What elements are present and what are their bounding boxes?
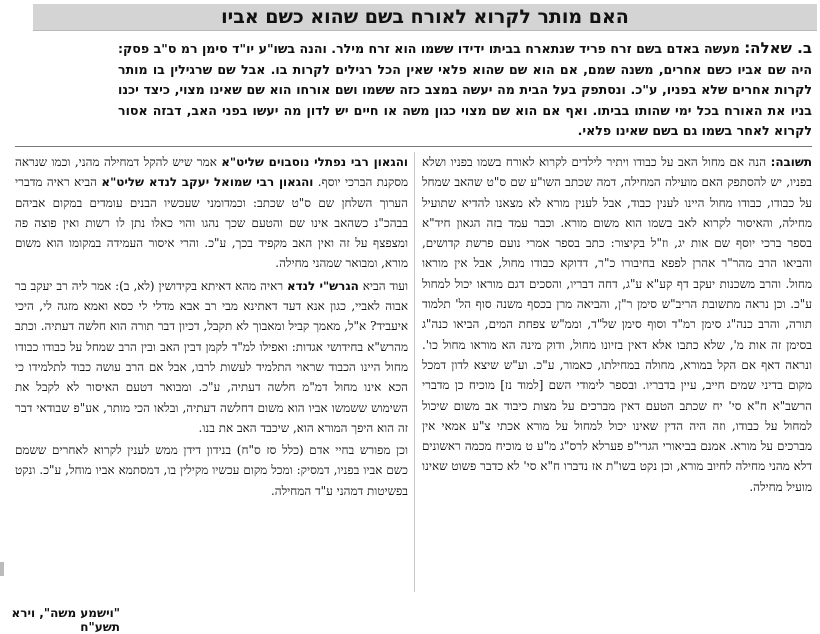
question-text: מעשה באדם בשם זרח פריד שנתארח בביתו ידידו ששמו הוא זרח מילר. והנה בשו"ע יו"ד סימן רמ ס"ב פסק: היה שם אביו כשם אחרים, משנה שמם, אם הוא שם שהוא פלאי שאין הכל רגילים לקרות בו. אבל שם שרגילין בו מותר לקרות אחרים שלא בפניו, ע"כ. ונסתפק בעל הבית מה יעשה במצב כזה ששמו ושם אורחו הוא שם שאינו מצוי, כיצד יכנו בניו את האורח בכל ימי שהותו בביתו. ואף אם הוא שם מצוי כגון משה או חיים יש לדון מה יעשו בפני האב, דבזה אסור לקרוא לאחר בשמו גם בשם שאינו פלאי. — [118, 41, 812, 139]
paragraph-1-text-a: אמר שיש להקל דמחילה מהני, וכמו שנראה מסקנת הברכי יוסף. — [15, 155, 408, 190]
answer-column-left — [15, 152, 408, 592]
margin-mark — [0, 562, 4, 576]
paragraph-3 — [15, 440, 408, 501]
rabbi-name-3: הגרש"י לנדא — [286, 278, 359, 293]
question-label: ב. שאלה: — [744, 39, 812, 57]
paragraph-2-text-a: ועוד הביא — [362, 278, 408, 293]
title-bar — [33, 4, 817, 31]
column-divider — [414, 152, 415, 592]
section-divider — [15, 146, 812, 147]
answer-column-right — [422, 152, 812, 592]
source-footer: "וישמע משה", וירא תשע"ח — [11, 606, 120, 634]
paragraph-2 — [15, 276, 408, 438]
paragraph-2-text-b: ראיה מהא דאיתא בקידושין (לא, ב): אמר ליה רב יעקב בר אבוה לאביי, כגון אנא דעד דאתינא מבי רב אבא מדלי לי כסא ואמא מזגה לי, היכי איעביד? א"ל, מאמך קביל ומאבוך לא תקבל, דכיון דבר תורה הוא חלשה דעתיה. וכתב מהרש"א בחידושי אגדות: ואפילו למ"ד לקמן דבין האב ובין הרב שמחל על כבודו כבודו מחול היינו הכבוד שראוי התלמיד לעשות לרבו, אבל אם הרב עושה כבוד לתלמידו כי הכא אינו מחול דמ"מ חלשה דעתיה, ע"כ. ומבואר דטעם האיסור לא לקבל את השימוש ששמשו אביו הוא משום דחלשה דעתיה, ובלאו הכי מותר, אע"פ שבודאי דבר זה הוא היפך המורא הוא, שיכבד האב את בנו. — [15, 278, 408, 435]
page-title: האם מותר לקרוא לאורח בשם שהוא כשם אביו — [221, 6, 629, 28]
answer-label: תשובה: — [770, 155, 812, 169]
rabbi-name-1: והגאון רבי נפתלי נוסבוים שליט"א — [221, 155, 408, 169]
rabbi-name-2: והגאון רבי שמואל יעקב לנדא שליט"א — [101, 175, 314, 190]
paragraph-3-text: וכן מפורש בחיי אדם (כלל סז ס"ח) בנידון דידן ממש לענין לקרוא לאחרים ששמם כשם אביו בפניו, דמסיק: ומכל מקום עכשיו מקילין בו, דמסתמא אביו מוחל, ע"כ. ונקט בפשיטות דמהני ע"ד המחילה. — [15, 443, 408, 498]
answer-right-text: הנה אם מחול האב על כבודו ויתיר לילדים לקרוא לאורח בשמו בפניו ושלא בפניו, יש להסתפק האם מועילה המחילה, דמה שכתב השו"ע שם ס"ט שהאב שמחל על כבודו, כבודו מחול היינו לענין כבוד, אבל לענין מורא לא מצאנו להדיא שתועיל מחילה, והאיסור לקרוא לאב בשמו הוא משום מורא. וכבר עמד בזה הגאון חיד"א בספר ברכי יוסף שם אות יג, וז"ל בקיצור: כתב בספר אמרי נועם פרשת קדושים, והביאו הרב מהר"ר אהרן לפפא בחיבורו כ"ר, דדוקא כבודו מחול, אבל אין מוראו מחול. והרב משכנות יעקב דף קע"א ע"ג, דחה דבריו, והסכים דגם מוראו יכול למחול ע"כ. וכן נראה מתשובת הריב"ש סימן ר"ן, והביאה מרן בכסף משנה סוף הל' תלמוד תורה, והרב כנה"ג סימן רמ"ד וסוף סימן של"ד, וממ"ש צפחת המים, הביאו כנה"ג בסימן זה אות מ', שלא כתבו אלא דאין בזיונו מחול, ודוק מינה הא מוראו מחול כו'. ונראה דאף אם הקל במורא, מחולה במחילתו, כאמור, ע"כ. וע"ש שיצא לדון דמכל מקום בדיני שמים חייב, עיין בדבריו. ובספר לימודי השם [למוד נז] מוכיח כן מדברי הרשב"א ח"א סי' יח שכתב הטעם דאין מברכים על מצות כיבוד אב משום שיכול למחול על כבודו, וזה היה הדין שאינו יכול למחול על מורא אכתי צ"ע אמאי אין מברכים על מורא. אמנם בביאורי הגרי"פ פערלא לרס"ג מ"ע ט מוכיח מכמה ראשונים דלא מהני מחילה לחיוב מורא, וכן נקט בשו"ת אז נדברו ח"א סי' לא כדבר פשוט שאינו מועיל מחילה. — [422, 155, 812, 494]
paragraph-1-text-b: הביא ראיה מדברי הערוך השלחן שם ס"ט שכתב: וכמדומני שעכשיו הבנים עומדים במקום אביהם בבהכ"נ כשהאב אינו שם והטעם שכך נהגו והוי כאלו נתן לו רשות ואין פוצה פה ומצפצף על זה ואין האב מקפיד בכך, ע"כ. והרי איסור העמידה במקומו הוא משום מורא, ומבואר שמהני מחילה. — [15, 175, 408, 271]
question-block — [118, 38, 812, 142]
paragraph-1 — [15, 152, 408, 274]
